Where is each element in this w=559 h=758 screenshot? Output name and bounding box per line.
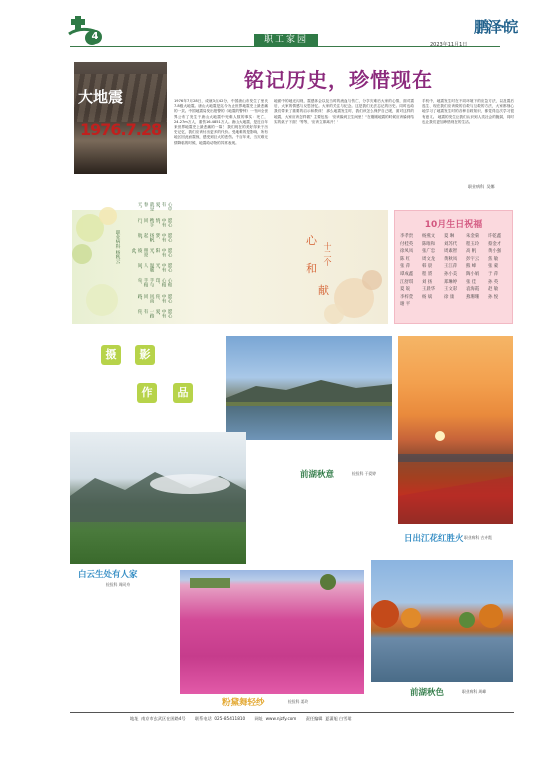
birthday-name: 王晨华 [422, 287, 436, 293]
birthday-name: 刘 扬 [422, 279, 433, 285]
poem-line: 愿心中有情，携手同行， [137, 217, 172, 227]
birthday-name: 孙小美 [444, 271, 458, 277]
birthday-name: 夏 琳 [444, 234, 455, 239]
photo-title-3: 白云生处有人家 [78, 570, 138, 580]
birthday-name: 王江萍 [444, 264, 458, 270]
birthday-name: 孙 悦 [488, 294, 499, 300]
photo-clouds-village [70, 432, 246, 564]
earthquake-poster [74, 62, 167, 174]
birthday-name: 陶小娟 [466, 271, 480, 277]
birthday-name: 刘苏代 [444, 241, 458, 247]
birthday-name: 张 佳 [466, 279, 477, 285]
birthday-name: 熊 峰 [466, 264, 477, 270]
sun-icon [398, 336, 513, 524]
birthday-name: 张 蒙 [488, 264, 499, 270]
poem-line: 愿心中有爱，一路有你， [137, 308, 172, 318]
birthday-title: 10月生日祝福 [424, 220, 483, 230]
birthday-name: 杨燕文 [422, 234, 436, 239]
birthday-name: 李梓萱 [400, 294, 414, 300]
poem-line: 愿心中有光，温暖人间， [137, 263, 172, 273]
birthday-name: 郑琳婷 [444, 279, 458, 285]
birthday-name: 黄小强 [488, 249, 502, 255]
birthday-name: 孙 英 [488, 279, 499, 285]
poster-date: 1976.7.28 [80, 120, 162, 139]
photo-lake-autumn [226, 336, 392, 440]
tree-icon [371, 560, 513, 682]
poem-title: 心 十二个 和 献 [306, 234, 332, 297]
birthday-name: 高 帆 [466, 249, 477, 255]
birthday-name: 李孝贵 [400, 234, 414, 239]
poem-panel [72, 202, 388, 324]
photo-title-1: 前湖秋意 [300, 470, 335, 480]
birthday-name: 赵 敏 [488, 287, 499, 293]
birthday-name: 张 萍 [400, 264, 411, 270]
section-banner: 职工家园 [254, 34, 318, 47]
birthday-name: 许乾鑫 [488, 234, 502, 239]
brand-logo: 鹏泽·皖 [474, 18, 517, 36]
poem-line: 愿心中有阳光，照亮彼此， [131, 247, 172, 258]
byline-name: 吴娜 [486, 184, 495, 189]
poem-line: 心中有爱，就是春天。 [137, 202, 172, 212]
birthday-name: 付桂英 [400, 241, 414, 247]
photo-section-title: 摄 影 作 品 [95, 343, 205, 405]
photo-credit-5: 职业病科 周峰 [462, 689, 486, 694]
birthday-name: 杨 斌 [422, 294, 433, 300]
birthday-name: 江舒琪 [400, 279, 414, 285]
article-byline [468, 184, 495, 190]
mountain-icon [226, 336, 392, 440]
birthday-name: 周素智 [444, 249, 458, 255]
poem-line: 心和心相印，手与手相牵， [137, 278, 172, 288]
birthday-name: 夏 皖 [400, 287, 411, 293]
photo-credit-3: 检验科 周同舟 [106, 582, 130, 587]
photo-sunrise [398, 336, 513, 524]
footer-web-link[interactable]: www.njzfy.com [265, 716, 297, 721]
byline-dept: 职业病科 [468, 184, 484, 189]
birthday-name: 程 赟 [422, 271, 433, 277]
mountain-icon [70, 432, 246, 564]
birthday-name: 谢 平 [400, 302, 411, 308]
photo-lake-colors [371, 560, 513, 682]
photo-pink-grass [180, 570, 364, 694]
birthday-name: 周文龙 [422, 256, 436, 262]
birthday-name: 焦 敏 [488, 256, 499, 262]
birthday-name: 蔡金才 [488, 241, 502, 247]
photo-title-5: 前湖秋色 [410, 688, 445, 698]
article-title: 铭记历史，珍惜现在 [244, 68, 433, 92]
birthday-name: 韩 晨 [422, 264, 433, 270]
birthday-name: 于 萍 [488, 271, 499, 277]
footer: 地址 南京市玄武区在困路4号 联系电话 025-85411810 网址 www.njzfy.com 责任编辑 夏潇旭 白雪珺 [130, 716, 352, 721]
footer-rule [70, 712, 514, 713]
photo-credit-4: 检验科 姜玲 [288, 699, 309, 704]
birthday-name: 朱金菊 [466, 234, 480, 239]
poem-author: 职业病科 杨秋云 [115, 230, 120, 264]
poem-lines [130, 202, 172, 318]
photo-title-4: 粉黛舞轻纱 [222, 698, 265, 708]
birthday-name: 彭宇云 [466, 256, 480, 262]
article-col-3: 手机中，地震发生时在不同环境下的应急方法，以及震后逃生、现在我们应该做的自救与互救的方法，大家都细心地学习了地震发生时的各种自救知识，都觉得这次学习很有意义。 地震的发生让我们认识到人类社会的脆弱，同时也让我们更加珍惜现在的生活。 [422, 99, 514, 124]
birthday-name: 陈唯和 [422, 241, 436, 247]
birthday-panel [394, 210, 513, 324]
birthday-name: 燕珊珊 [466, 294, 480, 300]
page-number: 4 [88, 30, 102, 44]
birthday-name: 袁海霞 [466, 287, 480, 293]
birthday-name: 王文彩 [444, 287, 458, 293]
article-col-2: 地面中的地光闪现，震感体会以及当时的流血与伤亡，分享灾难后大家的心情，面对震后，大家的情感与反思回忆。大家的关注与纪念。这是我们无法忘记的历史。同时也给我们带来了重要的启示和教训！ 那么地震发生时，我们该怎么保护自己呢，面对这样的地震，大家应该怎样做？主要包括：'应该躲到卫生间里！''在刚刚地震的时候应该躲到结实的桌子下面！'等等，'应该立即离开！' [274, 99, 414, 124]
birthday-name: 陈 红 [400, 256, 411, 262]
birthday-name: 谭成鑫 [400, 271, 414, 277]
issue-date: 2023年11月1日 [430, 42, 468, 48]
tree-icon [180, 570, 364, 694]
article-col-1: 1976年7月28日，成就3点42分，中国唐山市发生了里氏7.8级大地震。唐山大地震是迄今为止世界地震史上最悲痛的一页。中国地震局发出报警的《地震的警钟》一书问全世界公布了发生于唐山大地震中死难人数的事实：死亡，24.27m万人，重伤16.4851万人。唐山大地震，是近百年来世界地震史上最悲痛的一幕！ 我们现在的美好得来于历史记忆，我们应该付出更多的代价。受地难的是影响，所有地区因此而震惊，感受到巨大的悲伤。千百年来，当灾难无情降临的时候，地震给动物的异常表现。 [174, 99, 268, 145]
birthday-name: 徐 康 [444, 294, 455, 300]
birthday-name: 徐凤凤 [400, 249, 414, 255]
birthday-name: 张广忠 [422, 249, 436, 255]
photo-credit-2: 职业病科 吉卉霞 [464, 535, 492, 540]
birthday-names [400, 233, 510, 309]
poem-line: 愿心中有梦，扬帆起航， [137, 232, 172, 242]
photo-title-2: 日出江花红胜火 [404, 534, 464, 544]
poem-line: 愿心中有你，风雨同路， [137, 293, 172, 303]
birthday-name: 黄秋凤 [444, 256, 458, 262]
poster-title: 大地震 [78, 88, 124, 106]
photo-credit-1: 检验科 于爱婷 [352, 471, 376, 476]
birthday-name: 程玉玲 [466, 241, 480, 247]
